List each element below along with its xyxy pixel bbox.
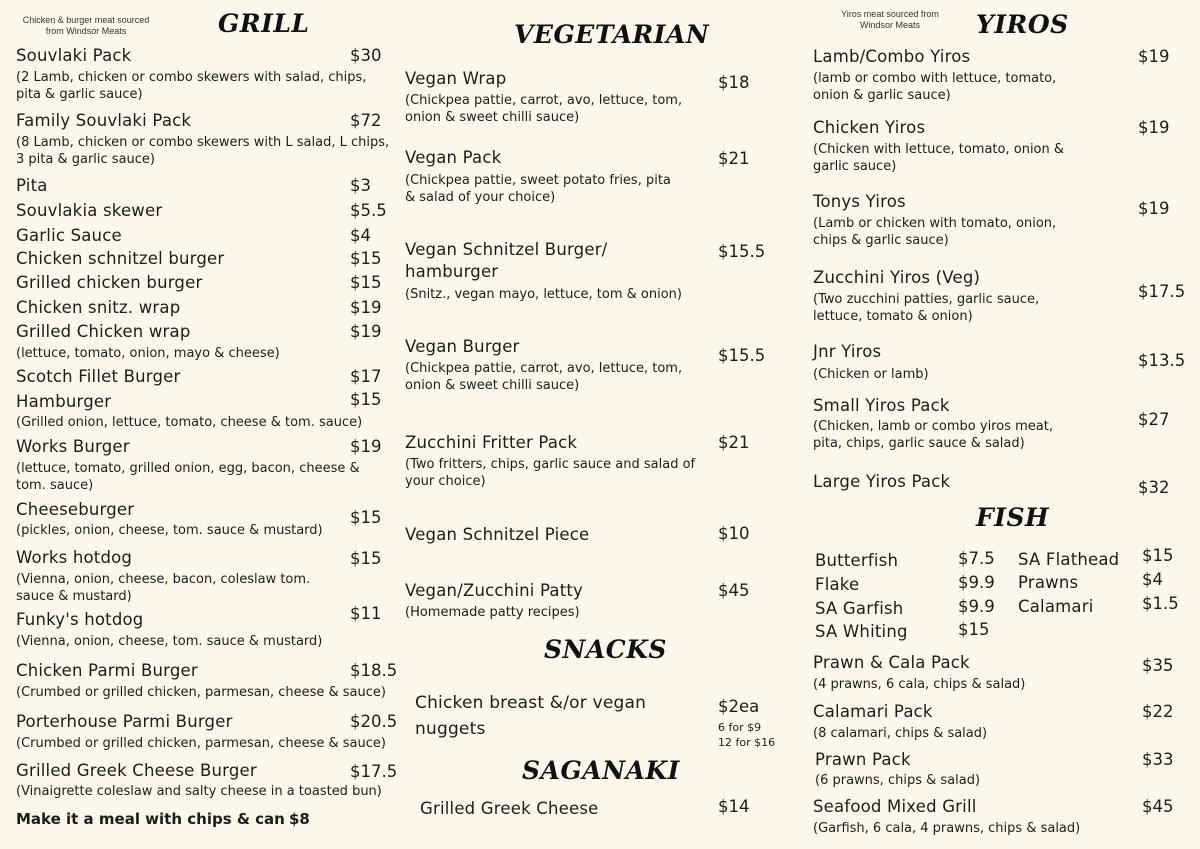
menu-item-price: $15: [350, 273, 382, 292]
menu-item-name: Vegan Schnitzel Piece: [405, 525, 590, 544]
menu-item-price: $13.5: [1138, 351, 1186, 370]
fish-item-price: $7.5: [958, 549, 995, 568]
menu-item-name: Funky's hotdog: [16, 610, 144, 629]
menu-item-name: Chicken schnitzel burger: [16, 249, 225, 268]
menu-item-desc: (Vinaigrette coleslaw and salty cheese in a toasted bun): [16, 784, 382, 799]
menu-item-name: Vegan Wrap: [405, 69, 507, 88]
menu-item-name: Tonys Yiros: [813, 192, 906, 211]
menu-item-name: Zucchini Fritter Pack: [405, 433, 578, 452]
menu-item-name: Scotch Fillet Burger: [16, 367, 181, 386]
menu-item-name: Vegan Burger: [405, 337, 520, 356]
vegetarian-heading: VEGETARIAN: [514, 20, 710, 49]
menu-item-desc: (Homemade patty recipes): [405, 605, 580, 620]
menu-item-price: $35: [1142, 656, 1174, 675]
menu-item-desc: (Vienna, onion, cheese, tom. sauce & mustard): [16, 634, 323, 649]
menu-item-desc: (Chickpea pattie, carrot, avo, lettuce, tom, onion & sweet chilli sauce): [405, 93, 683, 125]
menu-item-price: $15.5: [718, 346, 766, 365]
menu-item-desc: (lettuce, tomato, grilled onion, egg, bacon, cheese & tom. sauce): [16, 461, 360, 493]
menu-item-price: $21: [718, 433, 750, 452]
menu-item-price: $19: [350, 298, 382, 317]
menu-item-desc: (Crumbed or grilled chicken, parmesan, cheese & sauce): [16, 685, 386, 700]
menu-item-price: $15: [350, 549, 382, 568]
fish-item-price: $4: [1142, 570, 1163, 589]
menu-item-price: $19: [1138, 118, 1170, 137]
menu-item-desc: (Chickpea pattie, carrot, avo, lettuce, tom, onion & sweet chilli sauce): [405, 361, 683, 393]
menu-item-name: Large Yiros Pack: [813, 472, 951, 491]
menu-item-price: $15: [350, 390, 382, 409]
menu-item-desc: (Grilled onion, lettuce, tomato, cheese & tom. sauce): [16, 415, 363, 430]
menu-item-price: $15: [350, 249, 382, 268]
grill-sourcing-note: Chicken & burger meat sourced from Windsor Meats: [22, 15, 150, 36]
fish-item-price: $15: [1142, 546, 1174, 565]
menu-item-price: $33: [1142, 750, 1174, 769]
menu-item-name: Works Burger: [16, 437, 130, 456]
menu-item-price: $2ea: [718, 697, 760, 716]
menu-item-name: Cheeseburger: [16, 500, 135, 519]
menu-item-price: $17.5: [350, 762, 398, 781]
fish-heading: FISH: [976, 503, 1050, 532]
menu-item-price: $5.5: [350, 201, 387, 220]
menu-item-price: $4: [350, 226, 371, 245]
fish-item-name: Butterfish: [815, 551, 899, 570]
menu-item-name: Vegan Schnitzel Burger/ hamburger: [405, 240, 608, 281]
menu-item-price: $27: [1138, 410, 1170, 429]
menu-item-price: $15.5: [718, 242, 766, 261]
fish-item-name: Flake: [815, 575, 860, 594]
menu-item-price: $19: [1138, 47, 1170, 66]
menu-item-name: Vegan Pack: [405, 148, 502, 167]
menu-item-desc: (Vienna, onion, cheese, bacon, coleslaw tom. sauce & mustard): [16, 572, 311, 604]
menu-item-price: $32: [1138, 478, 1170, 497]
fish-item-price: $9.9: [958, 573, 995, 592]
snack-deal-6: 6 for $9: [718, 721, 762, 734]
menu-item-price: $45: [1142, 797, 1174, 816]
menu-item-name: Pita: [16, 176, 48, 195]
menu-item-name: Small Yiros Pack: [813, 396, 950, 415]
menu-item-name: Grilled Chicken wrap: [16, 322, 191, 341]
menu-item-price: $10: [718, 524, 750, 543]
fish-item-name: SA Whiting: [815, 622, 908, 641]
fish-item-name: SA Garfish: [815, 599, 904, 618]
menu-item-name: Chicken Yiros: [813, 118, 926, 137]
menu-item-desc: (Chicken, lamb or combo yiros meat, pita, chips, garlic sauce & salad): [813, 419, 1053, 451]
fish-item-price: $15: [958, 620, 990, 639]
menu-item-price: $72: [350, 111, 382, 130]
fish-item-price: $1.5: [1142, 594, 1179, 613]
yiros-sourcing-note: Yiros meat sourced from Windsor Meats: [841, 9, 939, 30]
menu-item-desc: (Crumbed or grilled chicken, parmesan, cheese & sauce): [16, 736, 386, 751]
menu-item-name: Chicken breast &/or vegan nuggets: [415, 693, 647, 739]
menu-item-name: Chicken snitz. wrap: [16, 298, 181, 317]
menu-item-price: $17.5: [1138, 282, 1186, 301]
menu-item-price: $19: [350, 437, 382, 456]
menu-item-desc: (Snitz., vegan mayo, lettuce, tom & onion): [405, 287, 682, 302]
menu-item-name: Grilled chicken burger: [16, 273, 203, 292]
yiros-heading: YIROS: [976, 10, 1069, 39]
menu-item-desc: (pickles, onion, cheese, tom. sauce & mustard): [16, 523, 323, 538]
menu-item-name: Chicken Parmi Burger: [16, 661, 198, 680]
menu-item-desc: (4 prawns, 6 cala, chips & salad): [813, 677, 1026, 692]
menu-item-name: Works hotdog: [16, 548, 133, 567]
menu-item-price: $19: [350, 322, 382, 341]
menu-item-desc: (8 calamari, chips & salad): [813, 726, 988, 741]
menu-item-desc: (lettuce, tomato, onion, mayo & cheese): [16, 346, 280, 361]
menu-item-name: Prawn & Cala Pack: [813, 653, 970, 672]
menu-item-name: Prawn Pack: [815, 750, 911, 769]
menu-item-price: $3: [350, 176, 371, 195]
meal-upgrade-label: Make it a meal with chips & can: [16, 810, 285, 828]
menu-item-price: $18: [718, 73, 750, 92]
menu-item-price: $11: [350, 604, 382, 623]
menu-item-name: Garlic Sauce: [16, 226, 122, 245]
menu-item-desc: (Two zucchini patties, garlic sauce, lettuce, tomato & onion): [813, 292, 1040, 324]
menu-item-name: Hamburger: [16, 392, 112, 411]
menu-item-desc: (2 Lamb, chicken or combo skewers with salad, chips, pita & garlic sauce): [16, 70, 367, 102]
menu-item-name: Souvlaki Pack: [16, 46, 132, 65]
fish-item-name: Prawns: [1018, 573, 1079, 592]
menu-item-price: $30: [350, 46, 382, 65]
menu-item-price: $22: [1142, 702, 1174, 721]
fish-item-price: $9.9: [958, 597, 995, 616]
snack-deal-12: 12 for $16: [718, 736, 776, 749]
menu-item-price: $14: [718, 797, 750, 816]
menu-item-name: Porterhouse Parmi Burger: [16, 712, 233, 731]
grill-heading: GRILL: [218, 9, 310, 38]
menu-item-name: Souvlakia skewer: [16, 201, 163, 220]
menu-item-price: $21: [718, 149, 750, 168]
menu-item-desc: (Garfish, 6 cala, 4 prawns, chips & salad): [813, 821, 1081, 836]
fish-item-name: SA Flathead: [1018, 550, 1120, 569]
menu-item-desc: (8 Lamb, chicken or combo skewers with L salad, L chips, 3 pita & garlic sauce): [16, 135, 390, 167]
menu-item-price: $19: [1138, 199, 1170, 218]
menu-item-price: $15: [350, 508, 382, 527]
menu-item-desc: (Lamb or chicken with tomato, onion, chips & garlic sauce): [813, 216, 1057, 248]
menu-item-desc: (Chickpea pattie, sweet potato fries, pita & salad of your choice): [405, 173, 671, 205]
menu-item-desc: (6 prawns, chips & salad): [815, 773, 981, 788]
menu-item-name: Calamari Pack: [813, 702, 933, 721]
menu-item-name: Jnr Yiros: [813, 342, 882, 361]
snacks-heading: SNACKS: [544, 635, 667, 664]
menu-item-price: $45: [718, 581, 750, 600]
menu-item-desc: (Chicken with lettuce, tomato, onion & garlic sauce): [813, 142, 1065, 174]
menu-item-name: Grilled Greek Cheese: [420, 799, 599, 818]
menu-item-name: Vegan/Zucchini Patty: [405, 581, 584, 600]
menu-item-name: Grilled Greek Cheese Burger: [16, 761, 257, 780]
menu-item-price: $17: [350, 367, 382, 386]
saganaki-heading: SAGANAKI: [522, 756, 680, 785]
menu-item-name: Lamb/Combo Yiros: [813, 47, 971, 66]
menu-item-desc: (Two fritters, chips, garlic sauce and salad of your choice): [405, 457, 696, 489]
menu-item-desc: (lamb or combo with lettuce, tomato, onion & garlic sauce): [813, 71, 1057, 103]
menu-item-name: Family Souvlaki Pack: [16, 111, 192, 130]
menu-item-price: $20.5: [350, 712, 398, 731]
menu-item-name: Seafood Mixed Grill: [813, 797, 977, 816]
fish-item-name: Calamari: [1018, 597, 1094, 616]
menu-item-price: $18.5: [350, 661, 398, 680]
menu-item-desc: (Chicken or lamb): [813, 367, 929, 382]
menu-item-name: Zucchini Yiros (Veg): [813, 268, 981, 287]
meal-upgrade-price: $8: [289, 810, 310, 828]
